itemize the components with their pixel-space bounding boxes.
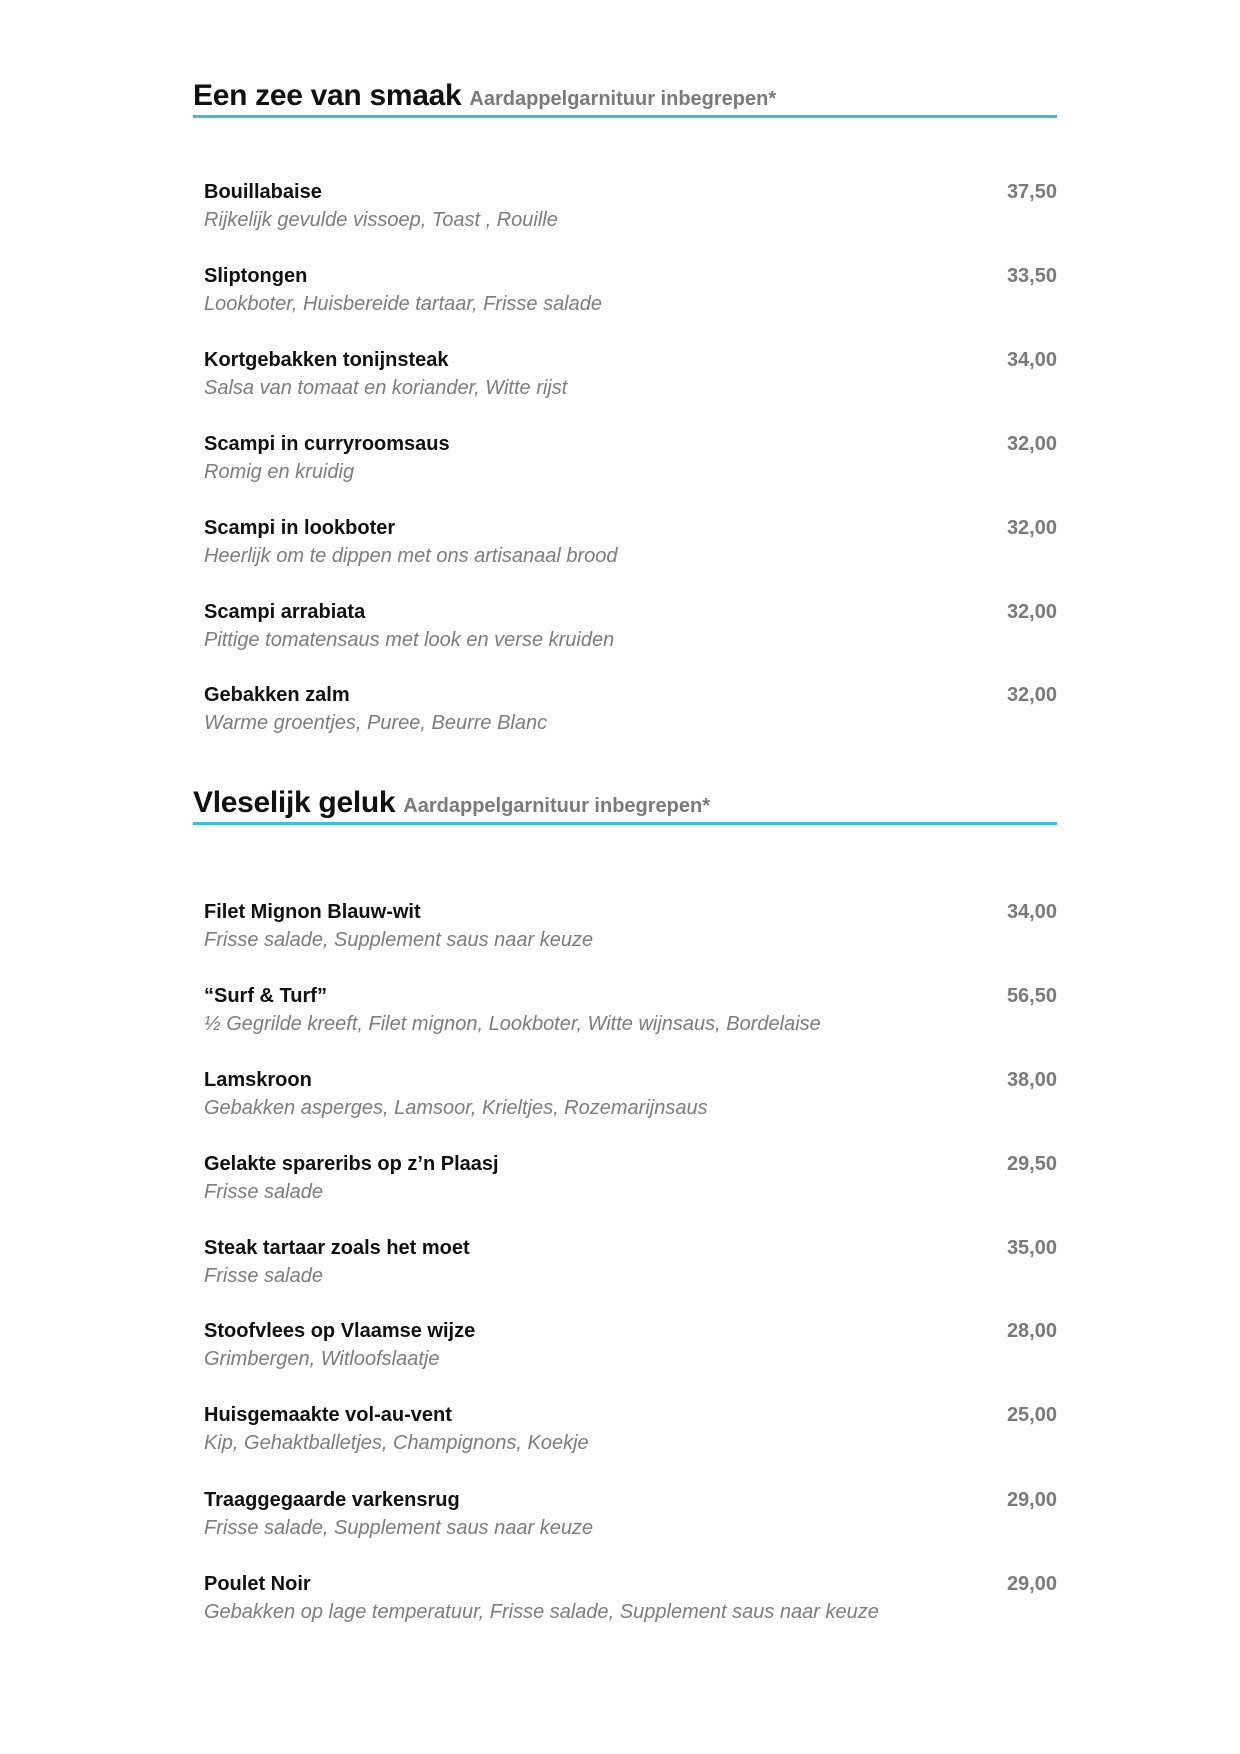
menu-item-price: 29,00 (1006, 1489, 1057, 1511)
menu-item-description: Gebakken asperges, Lamsoor, Krieltjes, Rozemarijnsaus (204, 1097, 708, 1119)
menu-item-name: Traaggegaarde varkensrug (204, 1489, 460, 1511)
menu-item-name: Scampi in lookboter (204, 517, 396, 539)
menu-item (204, 683, 1057, 743)
menu-item-name: Bouillabaise (204, 181, 322, 203)
menu-item-name: Scampi arrabiata (204, 601, 366, 623)
section-header (193, 779, 1057, 825)
menu-item (204, 1572, 1057, 1632)
menu-item-price: 32,00 (1006, 684, 1057, 706)
menu-item-price: 28,00 (1006, 1320, 1057, 1342)
menu-item (204, 900, 1057, 960)
menu-item-name: Huisgemaakte vol-au-vent (204, 1404, 452, 1426)
menu-item (204, 600, 1057, 660)
menu-item-name: Kortgebakken tonijnsteak (204, 349, 449, 371)
menu-item-price: 25,00 (1006, 1404, 1057, 1426)
menu-item-price: 29,00 (1006, 1573, 1057, 1595)
menu-section-meat (193, 779, 1057, 825)
menu-item (204, 1068, 1057, 1128)
section-header (193, 72, 1057, 118)
menu-item (204, 432, 1057, 492)
menu-item (204, 1319, 1057, 1379)
menu-item (204, 180, 1057, 240)
menu-item-name: Sliptongen (204, 265, 308, 287)
menu-item-name: Stoofvlees op Vlaamse wijze (204, 1320, 476, 1342)
menu-item-name: “Surf & Turf” (204, 985, 327, 1007)
menu-item-price: 32,00 (1006, 433, 1057, 455)
menu-item-price: 37,50 (1006, 181, 1057, 203)
menu-item (204, 1236, 1057, 1296)
menu-item-description: Frisse salade, Supplement saus naar keuze (204, 929, 594, 951)
menu-item-name: Poulet Noir (204, 1573, 311, 1595)
section-subtitle: Aardappelgarnituur inbegrepen* (403, 795, 710, 817)
menu-item-name: Lamskroon (204, 1069, 312, 1091)
menu-item-description: Salsa van tomaat en koriander, Witte rijst (204, 377, 568, 399)
menu-section-fish (193, 72, 1057, 118)
menu-item-price: 35,00 (1006, 1237, 1057, 1259)
menu-item-price: 33,50 (1006, 265, 1057, 287)
menu-item-description: Kip, Gehaktballetjes, Champignons, Koekje (204, 1432, 589, 1454)
menu-item-name: Scampi in curryroomsaus (204, 433, 450, 455)
menu-item (204, 264, 1057, 324)
menu-item-description: Frisse salade (204, 1265, 323, 1287)
menu-item-price: 32,00 (1006, 517, 1057, 539)
menu-item (204, 1152, 1057, 1212)
menu-item-price: 32,00 (1006, 601, 1057, 623)
menu-item-description: ½ Gegrilde kreeft, Filet mignon, Lookboter, Witte wijnsaus, Bordelaise (204, 1013, 821, 1035)
menu-item (204, 516, 1057, 576)
section-title: Vleselijk geluk (193, 786, 396, 819)
menu-item-description: Rijkelijk gevulde vissoep, Toast , Rouille (204, 209, 558, 231)
menu-item (204, 1403, 1057, 1463)
menu-item-price: 29,50 (1006, 1153, 1057, 1175)
menu-item-description: Grimbergen, Witloofslaatje (204, 1348, 440, 1370)
menu-item-description: Frisse salade (204, 1181, 323, 1203)
menu-item-description: Pittige tomatensaus met look en verse kruiden (204, 629, 615, 651)
menu-item-description: Frisse salade, Supplement saus naar keuze (204, 1517, 594, 1539)
menu-item-price: 34,00 (1006, 349, 1057, 371)
menu-item-name: Gelakte spareribs op z’n Plaasj (204, 1153, 499, 1175)
menu-item-name: Gebakken zalm (204, 684, 350, 706)
menu-item-description: Gebakken op lage temperatuur, Frisse salade, Supplement saus naar keuze (204, 1601, 879, 1623)
menu-item (204, 348, 1057, 408)
section-subtitle: Aardappelgarnituur inbegrepen* (469, 88, 777, 110)
menu-item-name: Filet Mignon Blauw-wit (204, 901, 421, 923)
menu-item-price: 56,50 (1006, 985, 1057, 1007)
menu-item-description: Warme groentjes, Puree, Beurre Blanc (204, 712, 548, 734)
menu-item (204, 1488, 1057, 1548)
menu-item (204, 984, 1057, 1044)
menu-item-description: Romig en kruidig (204, 461, 355, 483)
menu-item-name: Steak tartaar zoals het moet (204, 1237, 470, 1259)
menu-item-price: 38,00 (1006, 1069, 1057, 1091)
menu-item-description: Heerlijk om te dippen met ons artisanaal brood (204, 545, 618, 567)
menu-item-description: Lookboter, Huisbereide tartaar, Frisse salade (204, 293, 602, 315)
menu-item-price: 34,00 (1006, 901, 1057, 923)
section-title: Een zee van smaak (193, 79, 462, 112)
